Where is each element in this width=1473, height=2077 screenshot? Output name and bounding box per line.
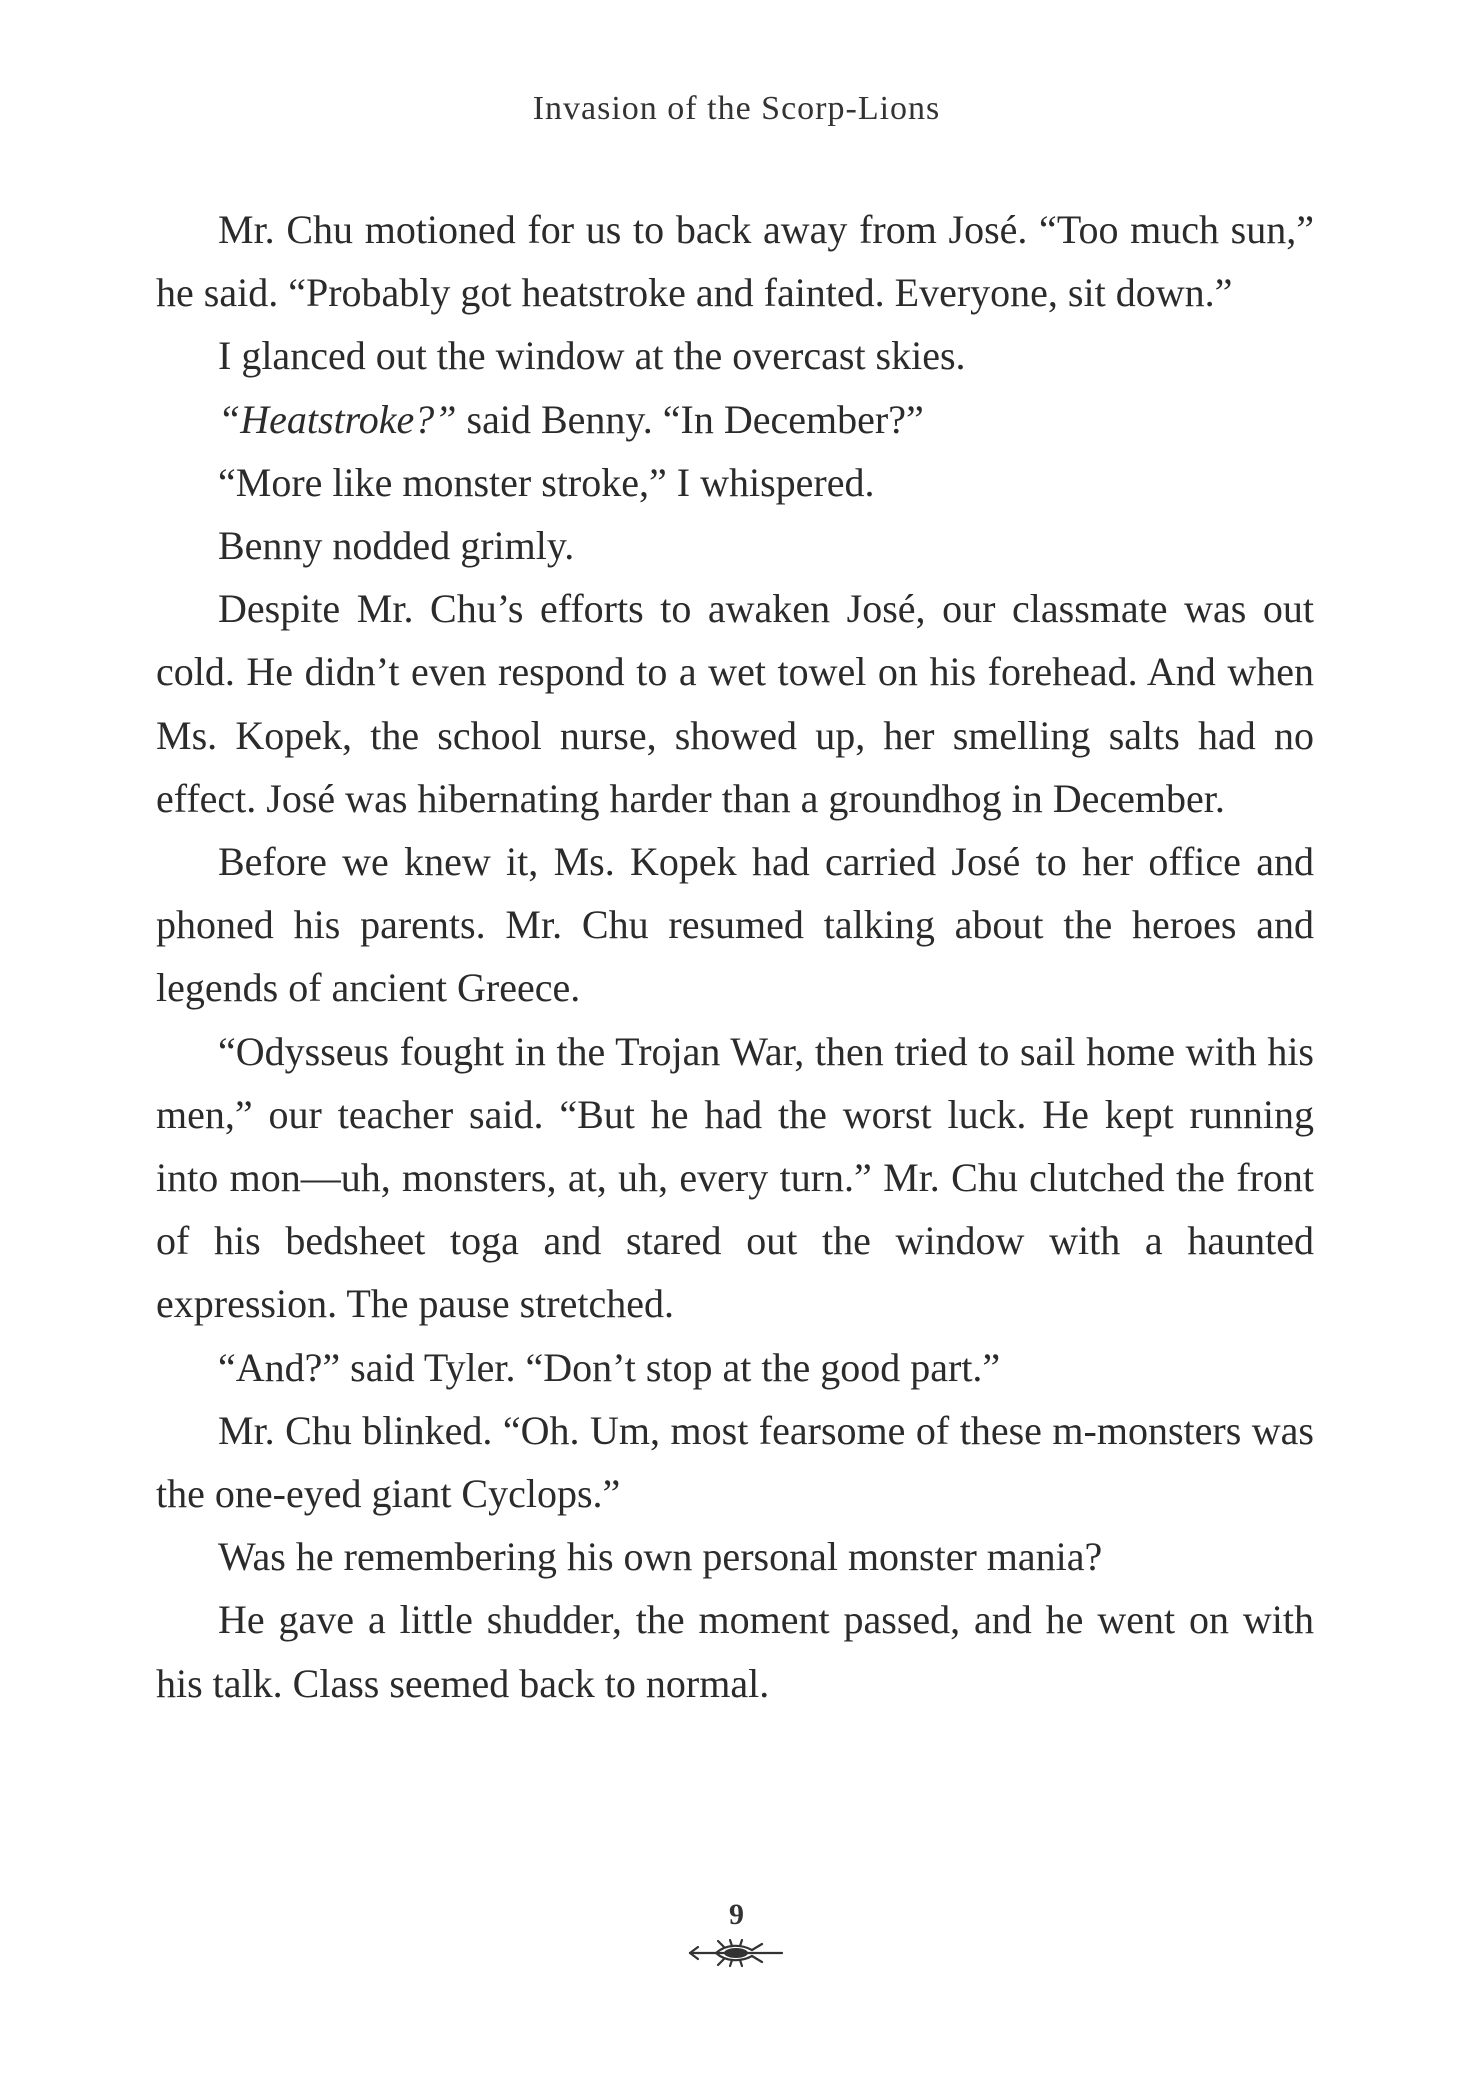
paragraph: Was he remembering his own personal monster mania? [218,1534,1103,1580]
paragraph: Before we knew it, Ms. Kopek had carried José to her office and phoned his parents. Mr. Chu resumed talking about the heroes and legends of ancient Greece. [156,839,1314,1011]
paragraph: He gave a little shudder, the moment passed, and he went on with his talk. Class seemed back to normal. [156,1597,1314,1706]
body-text [156,198,1314,1715]
italic-span: “Heatstroke?” [218,396,457,442]
paragraph: “And?” said Tyler. “Don’t stop at the good part.” [218,1344,1001,1390]
paragraph: “Odysseus fought in the Trojan War, then tried to sail home with his men,” our teacher said. “But he had the worst luck. He kept running into mon—uh, monsters, at, uh, every turn.” Mr. Chu clutched the front of his bedsheet toga and stared out the window with a haunted expression. The pause stretched. [156,1028,1314,1327]
paragraph: Mr. Chu blinked. “Oh. Um, most fearsome of these m-monsters was the one-eyed giant Cyclops.” [156,1407,1314,1517]
paragraph [156,388,1314,451]
running-header: Invasion of the Scorp-Lions [532,90,941,127]
paragraph: Benny nodded grimly. [218,523,575,569]
scorpion-ornament-icon [686,1938,786,1968]
paragraph: Despite Mr. Chu’s efforts to awaken José, our classmate was out cold. He didn’t even respond to a wet towel on his forehead. And when Ms. Kopek, the school nurse, showed up, her smelling salts had no effect. José was hibernating harder than a groundhog in December. [156,586,1314,821]
page-number: 9 [729,1898,744,1931]
paragraph: Mr. Chu motioned for us to back away from José. “Too much sun,” he said. “Probably got heatstroke and fainted. Everyone, sit down.” [156,207,1314,316]
paragraph: “More like monster stroke,” I whispered. [218,459,875,505]
paragraph: I glanced out the window at the overcast skies. [218,333,966,379]
paragraph-text: said Benny. “In December?” [456,396,924,442]
